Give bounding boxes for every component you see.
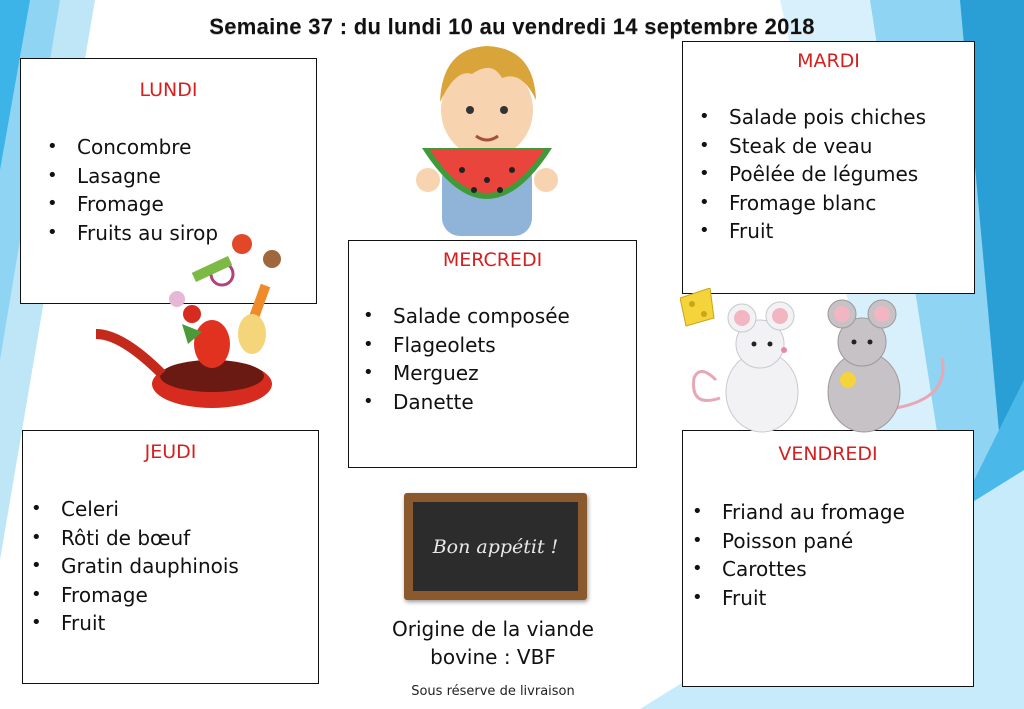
- meat-origin-note: [348, 615, 638, 671]
- menu-item: • Fromage blanc: [699, 189, 926, 218]
- menu-item: • Fromage: [47, 190, 218, 219]
- menu-item: • Carottes: [692, 555, 905, 584]
- day-title-mercredi: MERCREDI: [442, 249, 543, 271]
- menu-item: • Salade pois chiches: [699, 103, 926, 132]
- menu-list-jeudi: [31, 495, 239, 638]
- menu-item: • Poisson pané: [692, 527, 905, 556]
- menu-item: • Concombre: [47, 133, 218, 162]
- mice-cheese-illustration: [680, 288, 952, 434]
- frying-pan-vegetables-illustration: [92, 224, 292, 424]
- menu-item: • Merguez: [363, 359, 570, 388]
- menu-item: • Lasagne: [47, 162, 218, 191]
- boy-watermelon-illustration: [412, 40, 562, 236]
- chalkboard: [404, 493, 587, 600]
- menu-item: • Fruit: [699, 217, 926, 246]
- menu-item: • Rôti de bœuf: [31, 524, 239, 553]
- menu-item: • Poêlée de légumes: [699, 160, 926, 189]
- menu-box-jeudi: [22, 430, 319, 684]
- menu-box-vendredi: [682, 430, 974, 687]
- origin-line-2: bovine : VBF: [430, 645, 556, 669]
- menu-item: • Gratin dauphinois: [31, 552, 239, 581]
- menu-item: • Steak de veau: [699, 132, 926, 161]
- menu-item: • Friand au fromage: [692, 498, 905, 527]
- menu-item: • Fruit: [692, 584, 905, 613]
- day-title-lundi: LUNDI: [139, 79, 198, 101]
- origin-line-1: Origine de la viande: [392, 617, 594, 641]
- delivery-disclaimer: Sous réserve de livraison: [411, 684, 575, 699]
- menu-list-vendredi: [692, 498, 905, 612]
- page-title: Semaine 37 : du lundi 10 au vendredi 14 septembre 2018: [209, 14, 815, 39]
- menu-item: • Salade composée: [363, 302, 570, 331]
- day-title-vendredi: VENDREDI: [778, 443, 878, 465]
- day-title-mardi: MARDI: [797, 50, 860, 72]
- chalkboard-text: Bon appétit !: [413, 502, 578, 591]
- menu-box-mercredi: [348, 240, 637, 468]
- menu-item: • Celeri: [31, 495, 239, 524]
- menu-item: • Danette: [363, 388, 570, 417]
- menu-item: • Fruit: [31, 609, 239, 638]
- menu-box-mardi: [682, 41, 975, 294]
- menu-item: • Fruits au sirop: [47, 219, 218, 248]
- day-title-jeudi: JEUDI: [144, 441, 197, 463]
- menu-item: • Flageolets: [363, 331, 570, 360]
- menu-list-mardi: [699, 103, 926, 246]
- menu-item: • Fromage: [31, 581, 239, 610]
- menu-list-mercredi: [363, 302, 570, 416]
